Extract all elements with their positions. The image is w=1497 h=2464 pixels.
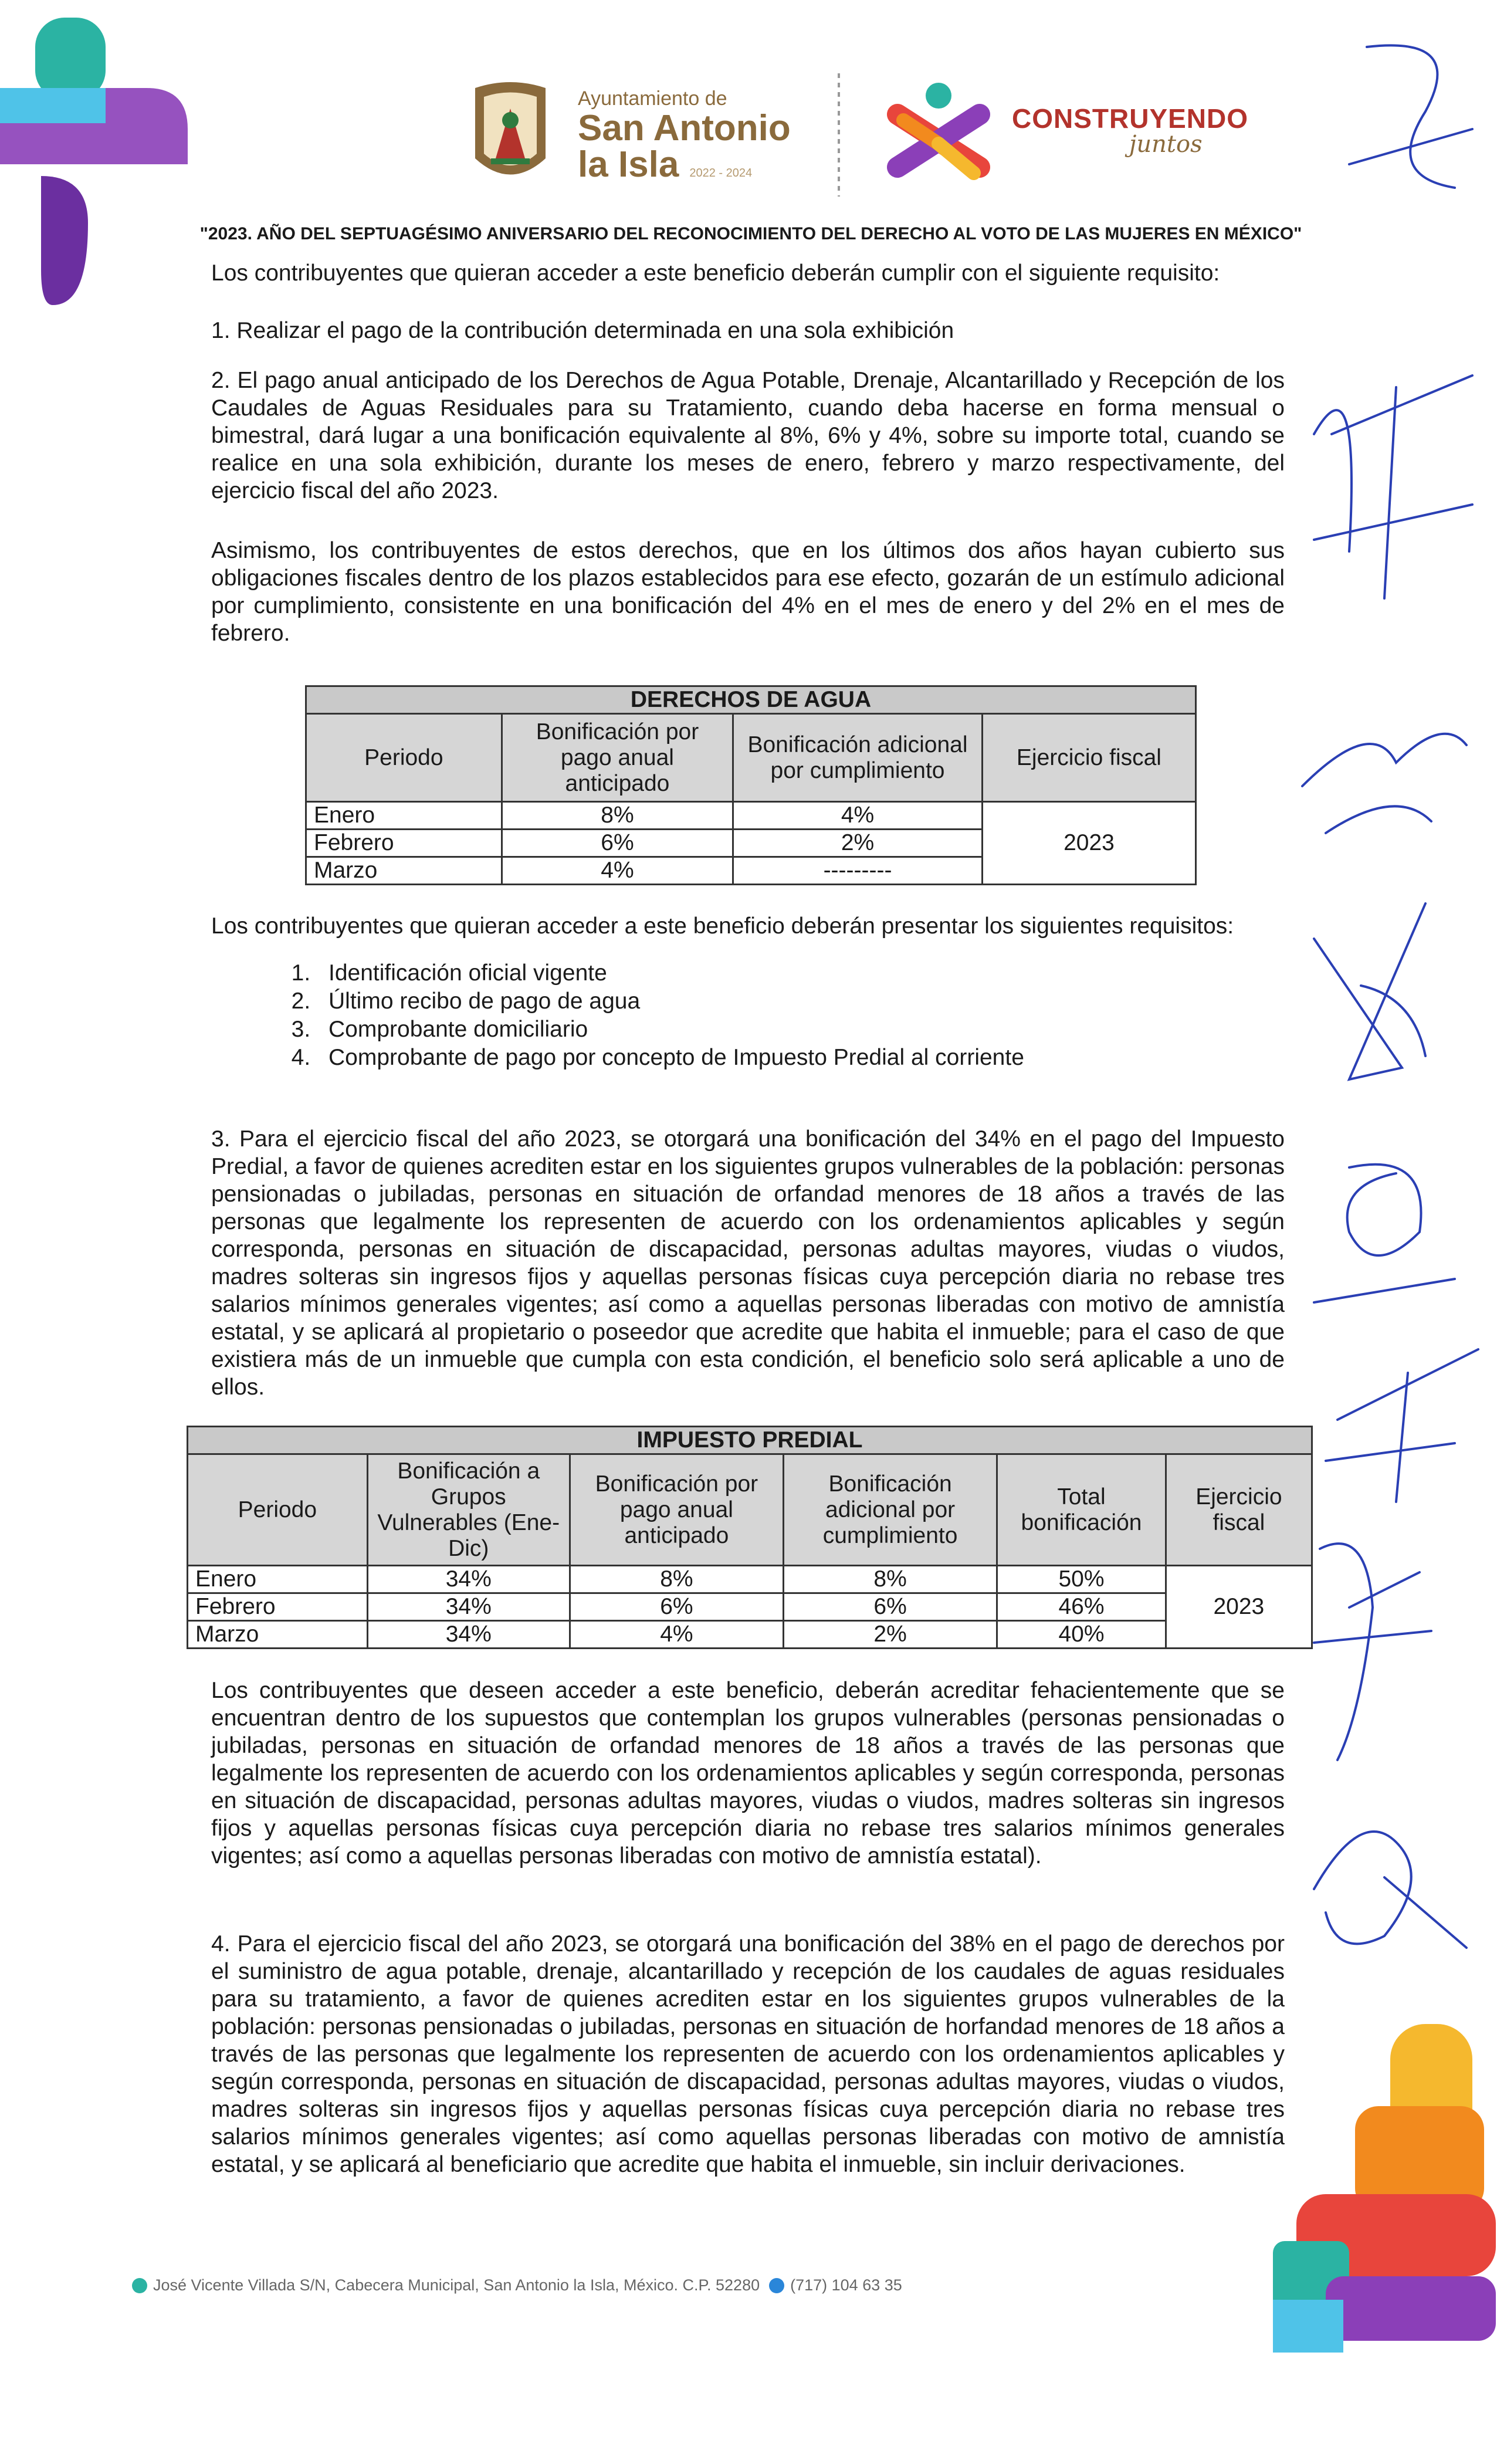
predial-header-anticipado: Bonificación por pago anual anticipado [570, 1454, 783, 1566]
campaign-logo-text [1012, 103, 1248, 158]
signature-5 [1314, 1165, 1455, 1302]
water-row-cumplimiento: 4% [733, 802, 983, 830]
water-row-anticipado: 4% [502, 857, 733, 885]
predial-row-cumplimiento: 6% [783, 1593, 997, 1621]
water-row-cumplimiento: --------- [733, 857, 983, 885]
predial-header-total: Total bonificación [997, 1454, 1166, 1566]
campaign-subtitle: juntos [1129, 131, 1203, 158]
intro-paragraph: Los contribuyentes que quieran acceder a este beneficio deberán cumplir con el siguiente requisito: [211, 260, 1220, 286]
predial-row-anticipado: 8% [570, 1566, 783, 1593]
predial-row-total: 40% [997, 1621, 1166, 1649]
predial-row-periodo: Marzo [188, 1621, 368, 1649]
water-row-anticipado: 8% [502, 802, 733, 830]
paragraph-stimulus: Asimismo, los contribuyentes de estos derechos, que en los últimos dos años hayan cubierto sus obligaciones fiscales dentro de los plazos establecidos para ese efecto, gozarán de un estímulo adicional por cumplimiento, consistente en una bonificación del 4% en el mes de enero y del 2% en el mes de febrero. [211, 538, 1285, 646]
predial-row-cumplimiento: 2% [783, 1621, 997, 1649]
header-divider [838, 73, 840, 197]
margin-signatures [1279, 23, 1497, 2053]
footer [132, 2276, 902, 2294]
predial-row-vulnerables: 34% [367, 1593, 570, 1621]
administration-period: 2022 - 2024 [689, 167, 753, 180]
predial-row-anticipado: 4% [570, 1621, 783, 1649]
predial-header-periodo: Periodo [188, 1454, 368, 1566]
predial-header-cumplimiento: Bonificación adicional por cumplimiento [783, 1454, 997, 1566]
list-item: 4. Comprobante de pago por concepto de Impuesto Predial al corriente [317, 1044, 1024, 1072]
signature-4 [1314, 903, 1425, 1079]
predial-header-ejercicio: Ejercicio fiscal [1166, 1454, 1312, 1566]
predial-row-periodo: Febrero [188, 1593, 368, 1621]
water-row-cumplimiento: 2% [733, 830, 983, 857]
signature-7 [1314, 1544, 1431, 1760]
predial-row-total: 46% [997, 1593, 1166, 1621]
table-row [188, 1566, 1312, 1593]
corner-decoration-bottom-right [1273, 2018, 1497, 2464]
municipality-name-2: la Isla [578, 144, 679, 185]
water-header-ejercicio: Ejercicio fiscal [982, 714, 1195, 802]
footer-address: José Vicente Villada S/N, Cabecera Municipal, San Antonio la Isla, México. C.P. 52280 [153, 2276, 760, 2294]
signature-2 [1314, 375, 1472, 598]
predial-row-vulnerables: 34% [367, 1621, 570, 1649]
water-row-periodo: Enero [306, 802, 502, 830]
corner-decoration-top-left [0, 0, 246, 329]
predial-ejercicio-value: 2023 [1166, 1566, 1312, 1649]
water-header-periodo: Periodo [306, 714, 502, 802]
phone-icon [769, 2278, 784, 2293]
paragraph-item-2: 2. El pago anual anticipado de los Derechos de Agua Potable, Drenaje, Alcantarillado y Recepción de los Caudales de Aguas Residuales para su Tratamiento, cuando deba hacerse en forma mensual o bimestral, dará lugar a una bonificación equivalente al 8%, 6% y 4%, sobre su importe total, cuando se realice en una sola exhibición, durante los meses de enero, febrero y marzo respectivamente, del ejercicio fiscal del año 2023. [211, 368, 1285, 503]
requirement-item-1: 1. Realizar el pago de la contribución determinada en una sola exhibición [211, 318, 954, 343]
signature-1 [1349, 45, 1472, 188]
property-tax-table [187, 1426, 1313, 1649]
footer-phone: (717) 104 63 35 [790, 2276, 902, 2294]
table-row [188, 1593, 1312, 1621]
campaign-title: CONSTRUYENDO [1012, 103, 1249, 134]
list-item: 2. Último recibo de pago de agua [317, 987, 1024, 1016]
requirements-intro: Los contribuyentes que quieran acceder a este beneficio deberán presentar los siguientes requisitos: [211, 913, 1234, 939]
predial-row-cumplimiento: 8% [783, 1566, 997, 1593]
water-table-title: DERECHOS DE AGUA [306, 686, 1196, 714]
crest-icon [466, 76, 554, 188]
paragraph-vulnerable: Los contribuyentes que deseen acceder a este beneficio, deberán acreditar fehacientemente que se encuentran dentro de los supuestos que contemplan los grupos vulnerables (personas pensionadas o jubiladas, personas en situación de orfandad menores de 18 años a través de las personas que legalmente los representen de acuerdo con los ordenamientos aplicables y según corresponda, personas en situación de discapacidad, personas adultas mayores, viudas o viudos, madres solteras sin ingresos fijos y aquellas personas físicas cuya percepción diaria no rebase tres salarios mínimos generales vigentes; así como a aquellas personas liberadas con motivo de amnistía estatal). [211, 1678, 1285, 1869]
paragraph-item-3: 3. Para el ejercicio fiscal del año 2023, se otorgará una bonificación del 34% en el pago del Impuesto Predial, a favor de quienes acrediten estar en los siguientes grupos vulnerables de la población: personas pensionadas o jubiladas, personas en situación de orfandad menores de 18 años a través de las personas que legalmente los representen de acuerdo con los ordenamientos aplicables y según corresponda, personas en situación de discapacidad, personas adultas mayores, viudas o viudos, madres solteras sin ingresos fijos y aquellas personas físicas cuya percepción diaria no rebase tres salarios mínimos generales vigentes; así como a aquellas personas liberadas con motivo de amnistía estatal, y se aplicará al propietario o poseedor que acredite que habita el inmueble; para el caso de que existiera más de un inmueble que cumpla con esta condición, el beneficio solo será aplicable a uno de ellos. [211, 1126, 1285, 1400]
requirements-list [293, 959, 1024, 1072]
signature-8 [1314, 1832, 1466, 1948]
list-item: 3. Comprobante domiciliario [317, 1016, 1024, 1044]
municipality-logo-text [578, 87, 791, 183]
predial-table-title: IMPUESTO PREDIAL [188, 1427, 1312, 1454]
municipality-small: Ayuntamiento de [578, 87, 727, 110]
predial-row-periodo: Enero [188, 1566, 368, 1593]
water-header-cumplimiento: Bonificación adicional por cumplimiento [733, 714, 983, 802]
table-row [306, 802, 1196, 830]
table-row [188, 1621, 1312, 1649]
predial-row-total: 50% [997, 1566, 1166, 1593]
location-icon [132, 2278, 147, 2293]
water-header-anticipado: Bonificación por pago anual anticipado [502, 714, 733, 802]
predial-row-vulnerables: 34% [367, 1566, 570, 1593]
signature-3 [1302, 734, 1466, 833]
water-row-anticipado: 6% [502, 830, 733, 857]
predial-row-anticipado: 6% [570, 1593, 783, 1621]
predial-header-vulnerables: Bonificación a Grupos Vulnerables (Ene-Dic) [367, 1454, 570, 1566]
water-row-periodo: Marzo [306, 857, 502, 885]
construyendo-logo-icon [886, 79, 991, 191]
municipal-crest [466, 76, 554, 188]
water-ejercicio-value: 2023 [982, 802, 1195, 885]
municipality-name-1: San Antonio [578, 108, 791, 148]
official-motto: "2023. AÑO DEL SEPTUAGÉSIMO ANIVERSARIO DEL RECONOCIMIENTO DEL DERECHO AL VOTO DE LAS MUJERES EN MÉXICO" [199, 224, 1302, 243]
list-item: 1. Identificación oficial vigente [317, 959, 1024, 987]
paragraph-item-4: 4. Para el ejercicio fiscal del año 2023, se otorgará una bonificación del 38% en el pago de derechos por el suministro de agua potable, drenaje, alcantarillado y recepción de los caudales de aguas residuales para su tratamiento, a favor de quienes acrediten estar en los siguientes grupos vulnerables de la población: personas pensionadas o jubiladas, personas en situación de horfandad menores de 18 años a través de las personas que legalmente los representen de acuerdo con los ordenamientos aplicables y según corresponda, personas en situación de discapacidad, personas adultas mayores, viudas o viudos, madres solteras sin ingresos fijos y aquellas personas físicas cuya percepción diaria no rebase tres salarios mínimos generales vigentes; así como aquellas personas liberadas con motivo de amnistía estatal, y se aplicará al beneficiario que acredite que habita el inmueble, sin incluir derivaciones. [211, 1931, 1285, 2177]
signature-6 [1326, 1349, 1478, 1502]
water-rights-table [305, 685, 1197, 885]
water-row-periodo: Febrero [306, 830, 502, 857]
